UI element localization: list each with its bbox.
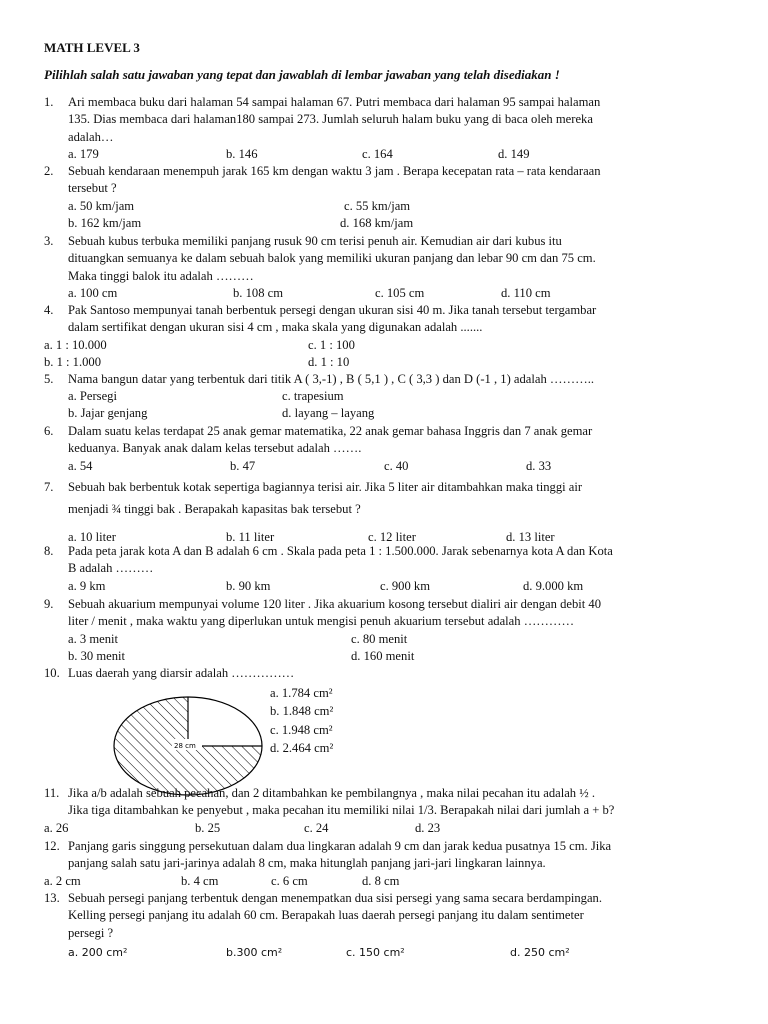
question-number: 13. bbox=[44, 891, 60, 905]
question-number: 9. bbox=[44, 597, 54, 611]
option-c[interactable]: c. 900 km bbox=[380, 578, 431, 593]
question-2 bbox=[44, 163, 726, 232]
question-12 bbox=[44, 838, 726, 890]
answer-options-row-2 bbox=[44, 354, 726, 371]
option-b[interactable]: b. 1.848 cm² bbox=[270, 704, 334, 719]
option-b[interactable]: b. 162 km/jam bbox=[68, 215, 142, 230]
question-number: 11. bbox=[44, 786, 60, 800]
question-line: Sebuah kendaraan menempuh jarak 165 km dengan waktu 3 jam . Berapa kecepatan rata – rata kendaraan bbox=[68, 164, 601, 178]
question-line: Sebuah persegi panjang terbentuk dengan menempatkan dua sisi persegi yang sama secara berdampingan. bbox=[68, 891, 602, 905]
question-text bbox=[68, 543, 726, 578]
option-d[interactable]: d. 110 cm bbox=[501, 286, 551, 301]
question-number: 3. bbox=[44, 234, 54, 248]
option-d[interactable]: d. 149 bbox=[498, 147, 530, 162]
option-b[interactable]: b. 4 cm bbox=[181, 873, 219, 888]
question-number: 8. bbox=[44, 544, 54, 558]
option-d[interactable]: d. layang – layang bbox=[282, 406, 375, 421]
question-number: 6. bbox=[44, 424, 54, 438]
option-a[interactable]: a. 179 bbox=[68, 147, 99, 162]
option-c[interactable]: c. trapesium bbox=[282, 389, 344, 404]
answer-options bbox=[68, 944, 726, 961]
shaded-circle-figure bbox=[108, 692, 268, 800]
question-line: Jika tiga ditambahkan ke penyebut , maka pecahan itu memiliki nilai 1/3. Berapakah nilai dari jumlah a + b? bbox=[68, 803, 615, 818]
question-3 bbox=[44, 233, 726, 302]
answer-options bbox=[44, 820, 726, 837]
option-b[interactable]: b. 47 bbox=[230, 458, 256, 473]
question-text bbox=[68, 838, 726, 873]
answer-options bbox=[68, 526, 726, 543]
question-number: 1. bbox=[44, 95, 54, 109]
option-a[interactable]: a. 1 : 10.000 bbox=[44, 337, 107, 352]
question-number: 2. bbox=[44, 164, 54, 178]
page-title: MATH LEVEL 3 bbox=[44, 40, 140, 55]
question-line: Luas daerah yang diarsir adalah …………… bbox=[68, 666, 295, 680]
option-d[interactable]: d. 8 cm bbox=[362, 873, 400, 888]
answer-options-row-2 bbox=[68, 648, 726, 665]
question-number: 5. bbox=[44, 372, 54, 386]
question-number: 10. bbox=[44, 666, 60, 680]
question-text bbox=[68, 785, 726, 820]
question-line: Sebuah akuarium mempunyai volume 120 liter . Jika akuarium kosong tersebut dialiri air dengan debit 40 bbox=[68, 597, 602, 611]
question-line: Maka tinggi balok itu adalah ……… bbox=[68, 268, 254, 283]
question-line: Pada peta jarak kota A dan B adalah 6 cm . Skala pada peta 1 : 1.500.000. Jarak sebenarnya kota A dan Kota bbox=[68, 544, 613, 558]
answer-options-row-2 bbox=[68, 215, 726, 232]
question-text bbox=[68, 596, 726, 631]
answer-options bbox=[68, 285, 726, 302]
question-line: dalam sertifikat dengan ukuran sisi 4 cm , maka skala yang digunakan adalah ....... bbox=[68, 320, 483, 335]
question-line: Dalam suatu kelas terdapat 25 anak gemar matematika, 22 anak gemar bahasa Inggris dan 7 anak gemar bbox=[68, 424, 593, 438]
option-a[interactable]: a. 10 liter bbox=[68, 530, 116, 544]
option-c[interactable]: c. 6 cm bbox=[271, 873, 308, 888]
option-b[interactable]: b. 30 menit bbox=[68, 648, 126, 663]
answer-options-q10 bbox=[270, 684, 333, 758]
question-line: adalah… bbox=[68, 129, 114, 144]
question-line: Kelling persegi panjang itu adalah 60 cm. Berapakah luas daerah persegi panjang itu dalam sentimeter bbox=[68, 908, 584, 923]
question-number: 4. bbox=[44, 303, 54, 317]
question-number: 12. bbox=[44, 839, 60, 853]
question-4 bbox=[44, 302, 726, 371]
option-c[interactable]: c. 164 bbox=[362, 147, 393, 162]
answer-options-row-1 bbox=[68, 631, 726, 648]
option-d[interactable]: d. 33 bbox=[526, 458, 552, 473]
question-line: Jika a/b adalah sebuah pecahan, dan 2 ditambahkan ke pembilangnya , maka nilai pecahan itu adalah ½ . bbox=[68, 786, 595, 800]
question-text bbox=[68, 163, 726, 198]
option-b[interactable]: b. 108 cm bbox=[233, 286, 284, 301]
answer-options bbox=[44, 873, 726, 890]
question-line: B adalah ……… bbox=[68, 561, 154, 576]
option-d[interactable]: d. 23 bbox=[415, 820, 441, 835]
option-b[interactable]: b. 146 bbox=[226, 147, 258, 162]
answer-options-row-1 bbox=[68, 388, 726, 405]
option-a[interactable]: a. 100 cm bbox=[68, 286, 118, 301]
question-13 bbox=[44, 890, 726, 961]
question-9 bbox=[44, 596, 726, 665]
option-a[interactable]: a. 3 menit bbox=[68, 631, 119, 646]
question-11 bbox=[44, 785, 726, 837]
question-text bbox=[68, 890, 726, 942]
answer-options-row-1 bbox=[44, 337, 726, 354]
question-text bbox=[68, 476, 726, 520]
option-b[interactable]: b. 25 bbox=[195, 820, 221, 835]
option-d[interactable]: d. 168 km/jam bbox=[340, 215, 414, 230]
option-a[interactable]: a. 54 bbox=[68, 458, 93, 473]
option-c[interactable]: c. 150 cm² bbox=[346, 946, 405, 960]
option-a[interactable]: a. 26 bbox=[44, 820, 69, 835]
question-text bbox=[68, 371, 726, 388]
question-line: panjang salah satu jari-jarinya adalah 8 cm, maka hitunglah panjang jari-jari lingkaran lainnya. bbox=[68, 856, 546, 871]
option-b[interactable]: b. 11 liter bbox=[226, 530, 275, 544]
instruction-text: Pilihlah salah satu jawaban yang tepat dan jawablah di lembar jawaban yang telah disediakan ! bbox=[44, 67, 560, 82]
option-a[interactable]: a. Persegi bbox=[68, 389, 117, 404]
question-line: 135. Dias membaca dari halaman180 sampai 273. Jumlah seluruh halam buku yang di baca oleh mereka bbox=[68, 112, 593, 127]
unshaded-quarter bbox=[188, 692, 268, 746]
answer-options bbox=[68, 578, 726, 595]
question-6 bbox=[44, 423, 726, 475]
answer-options-row-1 bbox=[68, 198, 726, 215]
option-b[interactable]: b.300 cm² bbox=[226, 946, 283, 960]
option-a[interactable]: a. 1.784 cm² bbox=[270, 686, 333, 700]
option-b[interactable]: b. 90 km bbox=[226, 578, 271, 593]
option-d[interactable]: d. 1 : 10 bbox=[308, 354, 350, 369]
option-a[interactable]: a. 200 cm² bbox=[68, 946, 128, 960]
question-text bbox=[68, 665, 726, 682]
option-a[interactable]: a. 50 km/jam bbox=[68, 198, 135, 213]
question-line: tersebut ? bbox=[68, 181, 117, 196]
question-7 bbox=[44, 476, 726, 543]
question-line: Ari membaca buku dari halaman 54 sampai halaman 67. Putri membaca dari halaman 95 sampai halaman bbox=[68, 95, 601, 109]
answer-options bbox=[68, 146, 726, 163]
question-text bbox=[68, 302, 726, 337]
question-line: menjadi ¾ tinggi bak . Berapakah kapasitas bak tersebut ? bbox=[68, 502, 361, 516]
option-c[interactable]: c. 105 cm bbox=[375, 286, 425, 301]
question-text bbox=[68, 233, 726, 285]
question-line: persegi ? bbox=[68, 925, 114, 940]
option-d[interactable]: d. 160 menit bbox=[351, 648, 415, 663]
option-c[interactable]: c. 12 liter bbox=[368, 530, 416, 544]
answer-options bbox=[68, 458, 726, 475]
option-b[interactable]: b. Jajar genjang bbox=[68, 406, 148, 421]
question-line: Pak Santoso mempunyai tanah berbentuk persegi dengan ukuran sisi 40 m. Jika tanah tersebut tergambar bbox=[68, 303, 597, 317]
question-text bbox=[68, 423, 726, 458]
option-d[interactable]: d. 13 liter bbox=[506, 530, 555, 544]
option-c[interactable]: c. 1.948 cm² bbox=[270, 722, 333, 737]
question-8 bbox=[44, 543, 726, 595]
option-a[interactable]: a. 9 km bbox=[68, 578, 106, 593]
radius-label: 28 cm bbox=[174, 742, 196, 750]
question-number: 7. bbox=[44, 480, 54, 494]
question-line: liter / menit , maka waktu yang diperlukan untuk mengisi penuh akuarium tersebut adalah ………… bbox=[68, 614, 575, 629]
option-d[interactable]: d. 250 cm² bbox=[510, 946, 570, 960]
option-d[interactable]: d. 9.000 km bbox=[523, 578, 584, 593]
option-c[interactable]: c. 80 menit bbox=[351, 631, 408, 646]
question-10 bbox=[44, 665, 726, 682]
option-d[interactable]: d. 2.464 cm² bbox=[270, 741, 334, 756]
question-line: Nama bangun datar yang terbentuk dari titik A ( 3,-1) , B ( 5,1 ) , C ( 3,3 ) dan D (-1 , 1) adalah ……….. bbox=[68, 372, 595, 386]
option-c[interactable]: c. 1 : 100 bbox=[308, 337, 355, 352]
option-c[interactable]: c. 24 bbox=[304, 820, 329, 835]
option-b[interactable]: b. 1 : 1.000 bbox=[44, 354, 102, 369]
question-1 bbox=[44, 94, 726, 163]
question-line: dituangkan semuanya ke dalam sebuah balok yang memiliki ukuran panjang dan lebar 90 cm dan 75 cm. bbox=[68, 251, 596, 266]
option-a[interactable]: a. 2 cm bbox=[44, 873, 81, 888]
option-c[interactable]: c. 40 bbox=[384, 458, 409, 473]
option-c[interactable]: c. 55 km/jam bbox=[344, 198, 411, 213]
question-line: Sebuah kubus terbuka memiliki panjang rusuk 90 cm terisi penuh air. Kemudian air dari kubus itu bbox=[68, 234, 562, 248]
question-line: Panjang garis singgung persekutuan dalam dua lingkaran adalah 9 cm dan jarak kedua pusatnya 15 cm. Jika bbox=[68, 839, 612, 853]
answer-options-row-2 bbox=[68, 405, 726, 422]
question-text bbox=[68, 94, 726, 146]
question-line: Sebuah bak berbentuk kotak sepertiga bagiannya terisi air. Jika 5 liter air ditambahkan maka tinggi air bbox=[68, 480, 583, 494]
question-5 bbox=[44, 371, 726, 422]
question-line: keduanya. Banyak anak dalam kelas tersebut adalah ……. bbox=[68, 441, 362, 456]
